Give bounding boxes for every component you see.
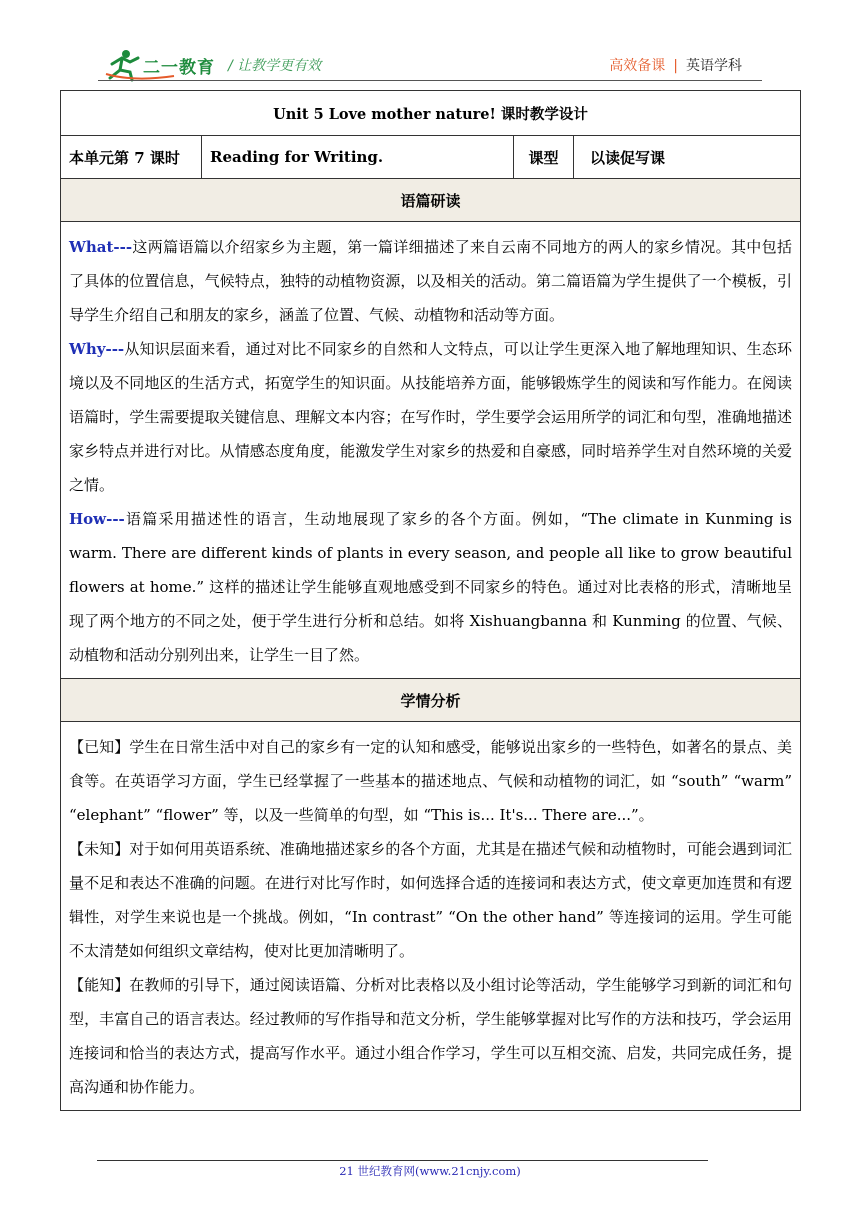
how-text: 语篇采用描述性的语言，生动地展现了家乡的各个方面。例如，“The climate in Kunming is warm. There are different kinds of plants in every season, and people all like to grow beautiful flowers at home.” 这样的描述让学生能够直观地感受到不同家乡的特色。通过对比表格的形式，清晰地呈现了两个地方的不同之处，便于学生进行分析和总结。如将 Xishuangbanna 和 Kunming 的位置、气候、动植物和活动分别列出来，让学生一目了然。 — [69, 510, 793, 664]
unknown-text: 对于如何用英语系统、准确地描述家乡的各个方面，尤其是在描述气候和动植物时，可能会遇到词汇量不足和表达不准确的问题。在进行对比写作时，如何选择合适的连接词和表达方式，使文章更加连贯和有逻辑性，对学生来说也是一个挑战。例如，“In contrast” “On the other hand” 等连接词的运用。学生可能不太清楚如何组织文章结构，使对比更加清晰明了。 — [69, 840, 793, 960]
how-paragraph — [69, 502, 792, 672]
tag-subject: 英语学科 — [686, 58, 742, 74]
able-text: 在教师的引导下，通过阅读语篇、分析对比表格以及小组讨论等活动，学生能够学习到新的词汇和句型，丰富自己的语言表达。经过教师的写作指导和范文分析，学生能够掌握对比写作的方法和技巧，学会运用连接词和恰当的表达方式，提高写作水平。通过小组合作学习，学生可以互相交流、启发，共同完成任务，提高沟通和协作能力。 — [69, 976, 793, 1096]
what-paragraph — [69, 230, 792, 332]
known-text: 学生在日常生活中对自己的家乡有一定的认知和感受，能够说出家乡的一些特色，如著名的景点、美食等。在英语学习方面，学生已经掌握了一些基本的描述地点、气候和动植物的词汇，如 “south” “warm” “elephant” “flower” 等，以及一些简单的句型，如 “This is... It's... There are...”。 — [69, 738, 793, 824]
type-value: 以读促写课 — [574, 136, 801, 179]
type-label: 课型 — [514, 136, 574, 179]
footer-divider — [97, 1160, 708, 1161]
able-label: 【能知】 — [69, 976, 130, 994]
header-divider — [98, 80, 762, 81]
text-study-body — [61, 222, 801, 679]
section-heading-student-analysis: 学情分析 — [61, 679, 801, 722]
logo-text: 二一教育 — [143, 58, 215, 78]
unknown-paragraph — [69, 832, 792, 968]
unknown-label: 【未知】 — [69, 840, 130, 858]
footer-source: 21 世纪教育网(www.21cnjy.com) — [339, 1164, 521, 1178]
lesson-number: 本单元第 7 课时 — [61, 136, 202, 179]
why-label: Why--- — [69, 340, 125, 358]
able-paragraph — [69, 968, 792, 1104]
what-label: What--- — [69, 238, 133, 256]
known-label: 【已知】 — [69, 738, 130, 756]
page-header — [0, 0, 860, 90]
why-text: 从知识层面来看，通过对比不同家乡的自然和人文特点，可以让学生更深入地了解地理知识、生态环境以及不同地区的生活方式，拓宽学生的知识面。从技能培养方面，能够锻炼学生的阅读和写作能力。在阅读语篇时，学生需要提取关键信息、理解文本内容；在写作时，学生要学会运用所学的词汇和句型，准确地描述家乡特点并进行对比。从情感态度角度，能激发学生对家乡的热爱和自豪感，同时培养学生对自然环境的关爱之情。 — [69, 340, 793, 494]
how-label: How--- — [69, 510, 125, 528]
what-text: 这两篇语篇以介绍家乡为主题，第一篇详细描述了来自云南不同地方的两人的家乡情况。其中包括了具体的位置信息，气候特点，独特的动植物资源，以及相关的活动。第二篇语篇为学生提供了一个模板，引导学生介绍自己和朋友的家乡，涵盖了位置、气候、动植物和活动等方面。 — [69, 238, 793, 324]
lesson-design-table — [60, 90, 801, 1111]
tag-separator: | — [673, 58, 678, 74]
why-paragraph — [69, 332, 792, 502]
subject-tags — [609, 55, 742, 75]
student-analysis-body — [61, 722, 801, 1111]
table-title: Unit 5 Love mother nature! 课时教学设计 — [61, 91, 801, 136]
slogan: / 让教学更有效 — [228, 58, 322, 74]
tag-efficient-prep: 高效备课 — [609, 58, 666, 74]
section-heading-text-study: 语篇研读 — [61, 179, 801, 222]
known-paragraph — [69, 730, 792, 832]
lesson-name: Reading for Writing. — [202, 136, 514, 179]
